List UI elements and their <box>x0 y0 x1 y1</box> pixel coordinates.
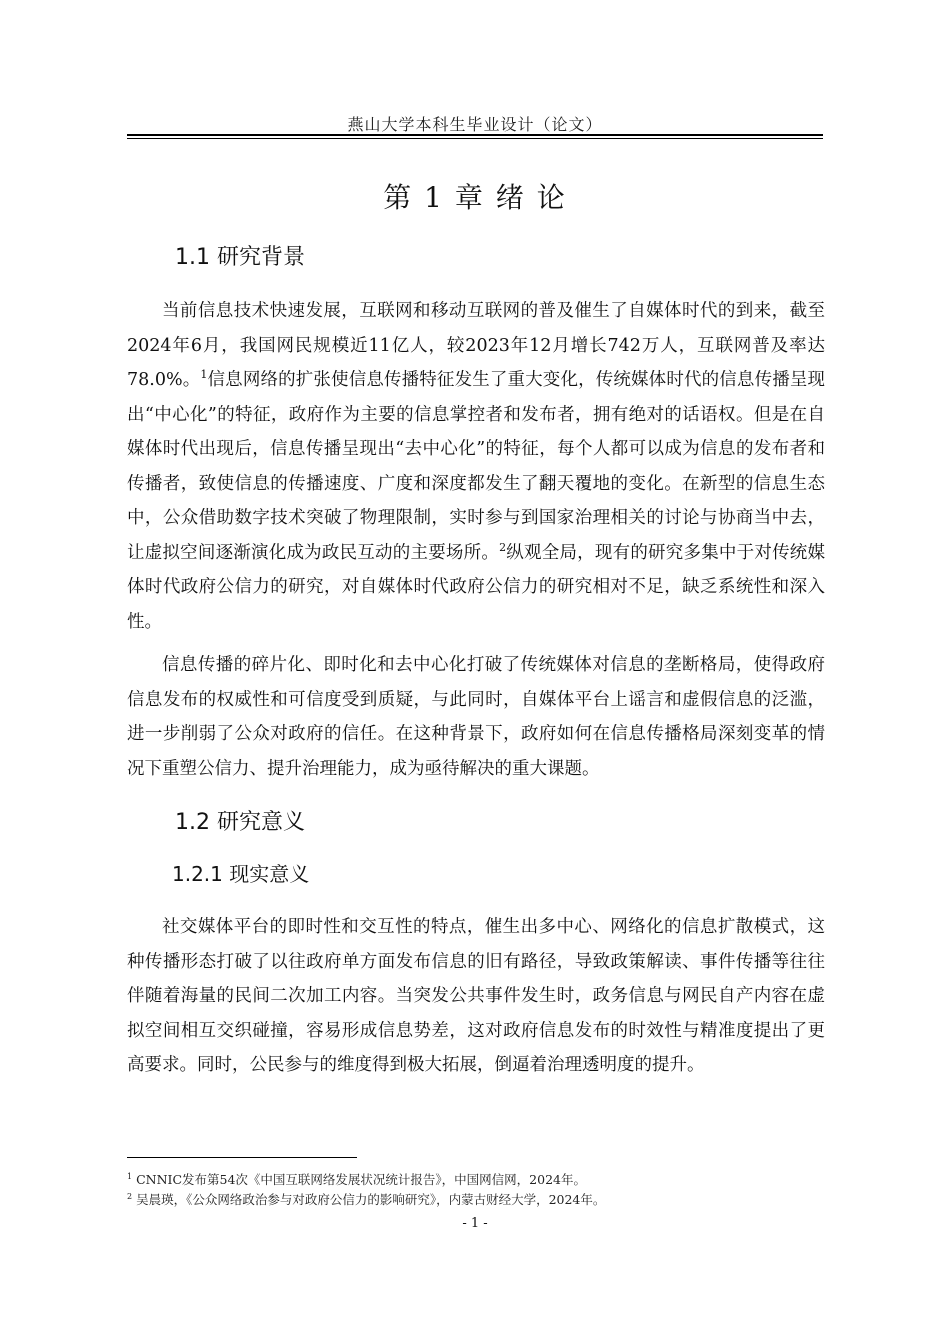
footnote-separator <box>127 1157 357 1158</box>
section-heading-1-1: 1.1 研究背景 <box>175 245 305 270</box>
section-heading-1-2-1: 1.2.1 现实意义 <box>172 862 310 886</box>
page-number: - 1 - <box>462 1216 488 1231</box>
paragraph-text: 纵观全局，现有的研究多集中于对传统媒体时代政府公信力的研究，对自媒体时代政府公信力的研究相对不足，缺乏系统性和深入性。 <box>127 542 825 632</box>
footnote-ref-1[interactable]: 1 <box>200 368 208 382</box>
paragraph-background-2: 信息传播的碎片化、即时化和去中心化打破了传统媒体对信息的垄断格局，使得政府信息发布的权威性和可信度受到质疑，与此同时，自媒体平台上谣言和虚假信息的泛滥，进一步削弱了公众对政府的信任。在这种背景下，政府如何在信息传播格局深刻变革的情况下重塑公信力、提升治理能力，成为亟待解决的重大课题。 <box>127 655 825 779</box>
paragraph-practical-significance: 社交媒体平台的即时性和交互性的特点，催生出多中心、网络化的信息扩散模式，这种传播形态打破了以往政府单方面发布信息的旧有路径，导致政策解读、事件传播等往往伴随着海量的民间二次加工内容。当突发公共事件发生时，政务信息与网民自产内容在虚拟空间相互交织碰撞，容易形成信息势差，这对政府信息发布的时效性与精准度提出了更高要求。同时，公民参与的维度得到极大拓展，倒逼着治理透明度的提升。 <box>127 917 825 1075</box>
section-heading-1-2: 1.2 研究意义 <box>175 810 305 835</box>
header-rule-thin <box>127 138 823 139</box>
footnote-mark: 1 <box>127 1171 133 1181</box>
paragraph-text: 信息网络的扩张使信息传播特征发生了重大变化，传统媒体时代的信息传播呈现出“中心化”的特征，政府作为主要的信息掌控者和发布者，拥有绝对的话语权。但是在自媒体时代出现后，信息传播呈现出“去中心化”的特征，每个人都可以成为信息的发布者和传播者，致使信息的传播速度、广度和深度都发生了翻天覆地的变化。在新型的信息生态中，公众借助数字技术突破了物理限制，实时参与到国家治理相关的讨论与协商当中去，让虚拟空间逐渐演化成为政民互动的主要场所。 <box>127 370 826 563</box>
footnote-text: 吴晨瑛，《公众网络政治参与对政府公信力的影响研究》，内蒙古财经大学，2024年。 <box>132 1192 606 1207</box>
chapter-title: 第 1 章 绪 论 <box>383 181 567 214</box>
footnote-2 <box>127 1190 605 1208</box>
paragraph-background-1 <box>127 294 825 639</box>
footnote-text: CNNIC发布第54次《中国互联网络发展状况统计报告》，中国网信网，2024年。 <box>132 1172 586 1187</box>
footnote-ref-2[interactable]: 2 <box>499 540 507 554</box>
header-rule-thick <box>127 134 823 136</box>
footnote-mark: 2 <box>127 1191 133 1201</box>
footnote-1 <box>127 1170 586 1188</box>
page-header: 燕山大学本科生毕业设计（论文） <box>347 115 603 134</box>
paragraph-text: 当前信息技术快速发展，互联网和移动互联网的普及催生了自媒体时代的到来，截至2024年6月，我国网民规模近11亿人，较2023年12月增长742万人，互联网普及率达78.0%。 <box>127 301 825 390</box>
